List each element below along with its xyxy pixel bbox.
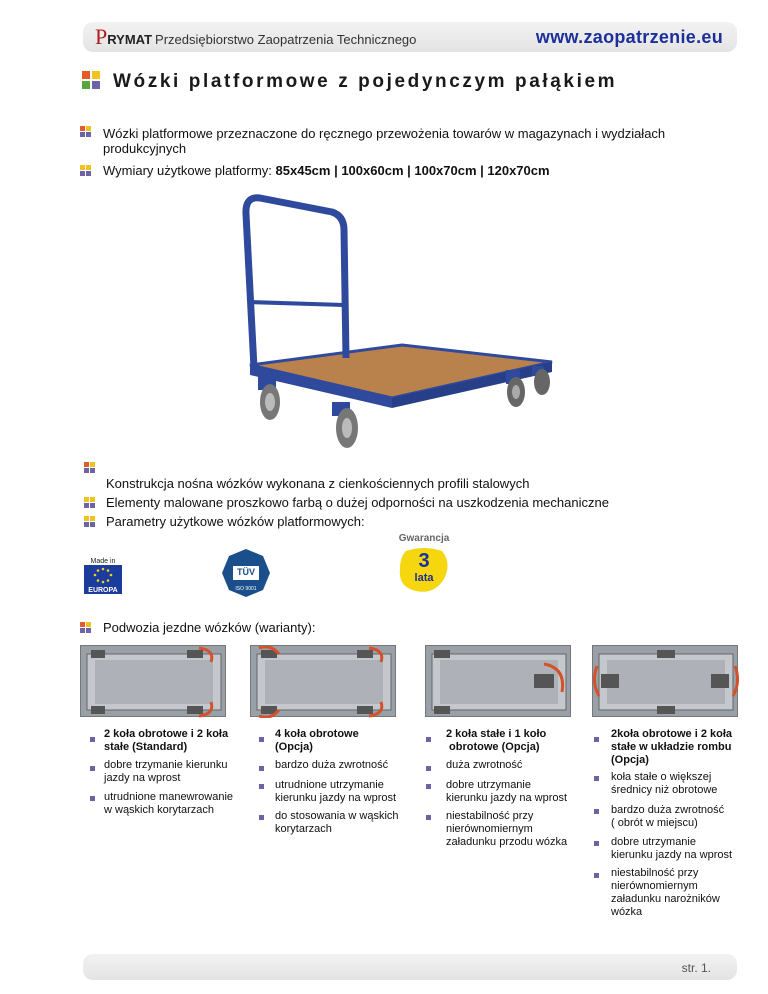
column-bullet-icon [594, 737, 599, 742]
feature-parameters: Parametry użytkowe wózków platformowych: [106, 514, 365, 529]
variant-4-point-line: niestabilność przy [611, 867, 699, 879]
header-bar [83, 22, 737, 52]
variant-3-title [446, 728, 546, 754]
variant-3-point [446, 779, 567, 805]
variant-4-point-line: średnicy niż obrotowe [611, 784, 718, 796]
variant-2-point-line: utrudnione utrzymanie [275, 779, 384, 791]
intro-line-2: produkcyjnych [103, 141, 187, 156]
column-bullet-icon [259, 815, 264, 820]
title-squares-icon [82, 71, 100, 89]
variant-1-point-line: utrudnione manewrowanie [104, 791, 234, 803]
chassis-heading: Podwozia jezdne wózków (warianty): [103, 620, 316, 635]
website-link[interactable]: www.zaopatrzenie.eu [535, 27, 723, 47]
variant-4-title-line: 2koła obrotowe i 2 koła [611, 728, 733, 740]
brand-initial: P [95, 24, 108, 49]
column-bullet-icon [259, 737, 264, 742]
column-bullet-icon [259, 766, 264, 771]
variant-1-point-line: w wąskich korytarzach [104, 804, 215, 816]
tuv-certification-logo [221, 548, 271, 598]
variant-1-title-line: 2 koła obrotowe i 2 koła [104, 728, 229, 740]
variant-standard-diagram [80, 645, 226, 717]
variant-1-title [104, 728, 228, 754]
variant-3-point-line: nierównomiernym [446, 823, 533, 835]
column-bullet-icon [594, 873, 599, 878]
column-bullet-icon [426, 766, 431, 771]
warranty-label: Gwarancja [398, 533, 450, 544]
bullet-icon [80, 126, 92, 138]
column-bullet-icon [426, 784, 431, 789]
brand-name: RYMAT [107, 32, 153, 47]
variant-2-point: bardzo duża zwrotność [275, 759, 389, 771]
bullet-icon [84, 516, 96, 528]
footer-bar [83, 954, 737, 980]
bullet-icon [80, 622, 92, 634]
tuv-text: TÜV [237, 567, 255, 577]
tuv-iso-text: ISO 9001 [235, 586, 257, 592]
variant-4-point-line: załadunku narożników [611, 893, 720, 905]
made-in-europe-logo [84, 558, 122, 596]
column-bullet-icon [426, 737, 431, 742]
variant-rhombus-diagram [592, 645, 738, 717]
made-in-text: Made in [90, 558, 116, 565]
variant-1-point [104, 791, 233, 817]
warranty-badge [392, 533, 456, 597]
variant-4-point [611, 771, 717, 797]
dimensions-label: Wymiary użytkowe platformy: [103, 163, 276, 178]
variant-4-point-line: koła stałe o większej [611, 771, 712, 783]
variant-3-point: duża zwrotność [446, 759, 523, 771]
variant-3-point-line: niestabilność przy [446, 810, 534, 822]
variant-1-point-line: dobre trzymanie kierunku [104, 759, 228, 771]
variant-3-point [446, 810, 567, 849]
variant-3-point-line: załadunku przodu wózka [446, 836, 568, 848]
column-bullet-icon [594, 776, 599, 781]
intro-dimensions [103, 163, 550, 178]
feature-construction: Konstrukcja nośna wózków wykonana z cienkościennych profili stalowych [106, 476, 530, 491]
page-number: str. 1. [681, 961, 711, 975]
variant-4-point [611, 804, 724, 830]
variant-four-swivel-diagram [250, 645, 396, 717]
variant-4-title-line: (Opcja) [611, 754, 649, 766]
dimensions-values: 85x45cm | 100x60cm | 100x70cm | 120x70cm [275, 163, 550, 178]
column-bullet-icon [259, 784, 264, 789]
variant-4-point-line: kierunku jazdy na wprost [611, 849, 733, 861]
variant-2-title [275, 728, 359, 754]
page-title: Wózki platformowe z pojedynczym pałąkiem [113, 71, 618, 92]
column-bullet-icon [90, 737, 95, 742]
column-bullet-icon [90, 766, 95, 771]
variant-3-title-line: obrotowe (Opcja) [446, 741, 540, 753]
platform-cart-image [232, 190, 566, 452]
column-bullet-icon [90, 796, 95, 801]
variant-3-point-line: dobre utrzymanie [446, 779, 531, 791]
variant-4-point-line: ( obrót w miejscu) [611, 817, 698, 829]
warranty-unit: lata [414, 572, 434, 584]
variant-2-title-line: 4 koła obrotowe [275, 728, 359, 740]
warranty-number: 3 [418, 550, 430, 572]
bullet-icon [84, 497, 96, 509]
variant-4-title-line: stałe w układzie rombu [611, 741, 732, 753]
intro-line-1: Wózki platformowe przeznaczone do ręcznego przewożenia towarów w magazynach i wydziałach [103, 126, 666, 141]
variant-4-point-line: wózka [611, 906, 643, 918]
variant-4-point-line: nierównomiernym [611, 880, 698, 892]
variant-1-title-line: stałe (Standard) [104, 741, 188, 753]
bullet-icon [84, 462, 96, 474]
column-bullet-icon [426, 815, 431, 820]
variant-1-point [104, 759, 228, 785]
variant-4-title [611, 728, 732, 767]
variant-3-point-line: kierunku jazdy na wprost [446, 792, 568, 804]
variant-2-point-line: kierunku jazdy na wprost [275, 792, 397, 804]
brand [95, 24, 416, 50]
variant-3-title-line: 2 koła stałe i 1 koło [446, 728, 547, 740]
variant-4-point [611, 836, 732, 862]
intro-purpose [103, 126, 665, 156]
variant-2-point-line: korytarzach [275, 823, 332, 835]
brand-subtitle: Przedsiębiorstwo Zaopatrzenia Technicznego [155, 32, 417, 47]
column-bullet-icon [594, 841, 599, 846]
variant-4-point-line: bardzo duża zwrotność [611, 804, 725, 816]
variant-2-title-line: (Opcja) [275, 741, 313, 753]
variant-2-point [275, 779, 396, 805]
variant-three-wheel-diagram [425, 645, 571, 717]
europa-text: EUROPA [84, 587, 122, 594]
bullet-icon [80, 165, 92, 177]
column-bullet-icon [594, 809, 599, 814]
variant-4-point-line: dobre utrzymanie [611, 836, 696, 848]
variant-4-point [611, 867, 720, 919]
variant-2-point-line: do stosowania w wąskich [275, 810, 399, 822]
feature-paint: Elementy malowane proszkowo farbą o dużej odporności na uszkodzenia mechaniczne [106, 495, 609, 510]
variant-1-point-line: jazdy na wprost [104, 772, 181, 784]
variant-2-point [275, 810, 399, 836]
